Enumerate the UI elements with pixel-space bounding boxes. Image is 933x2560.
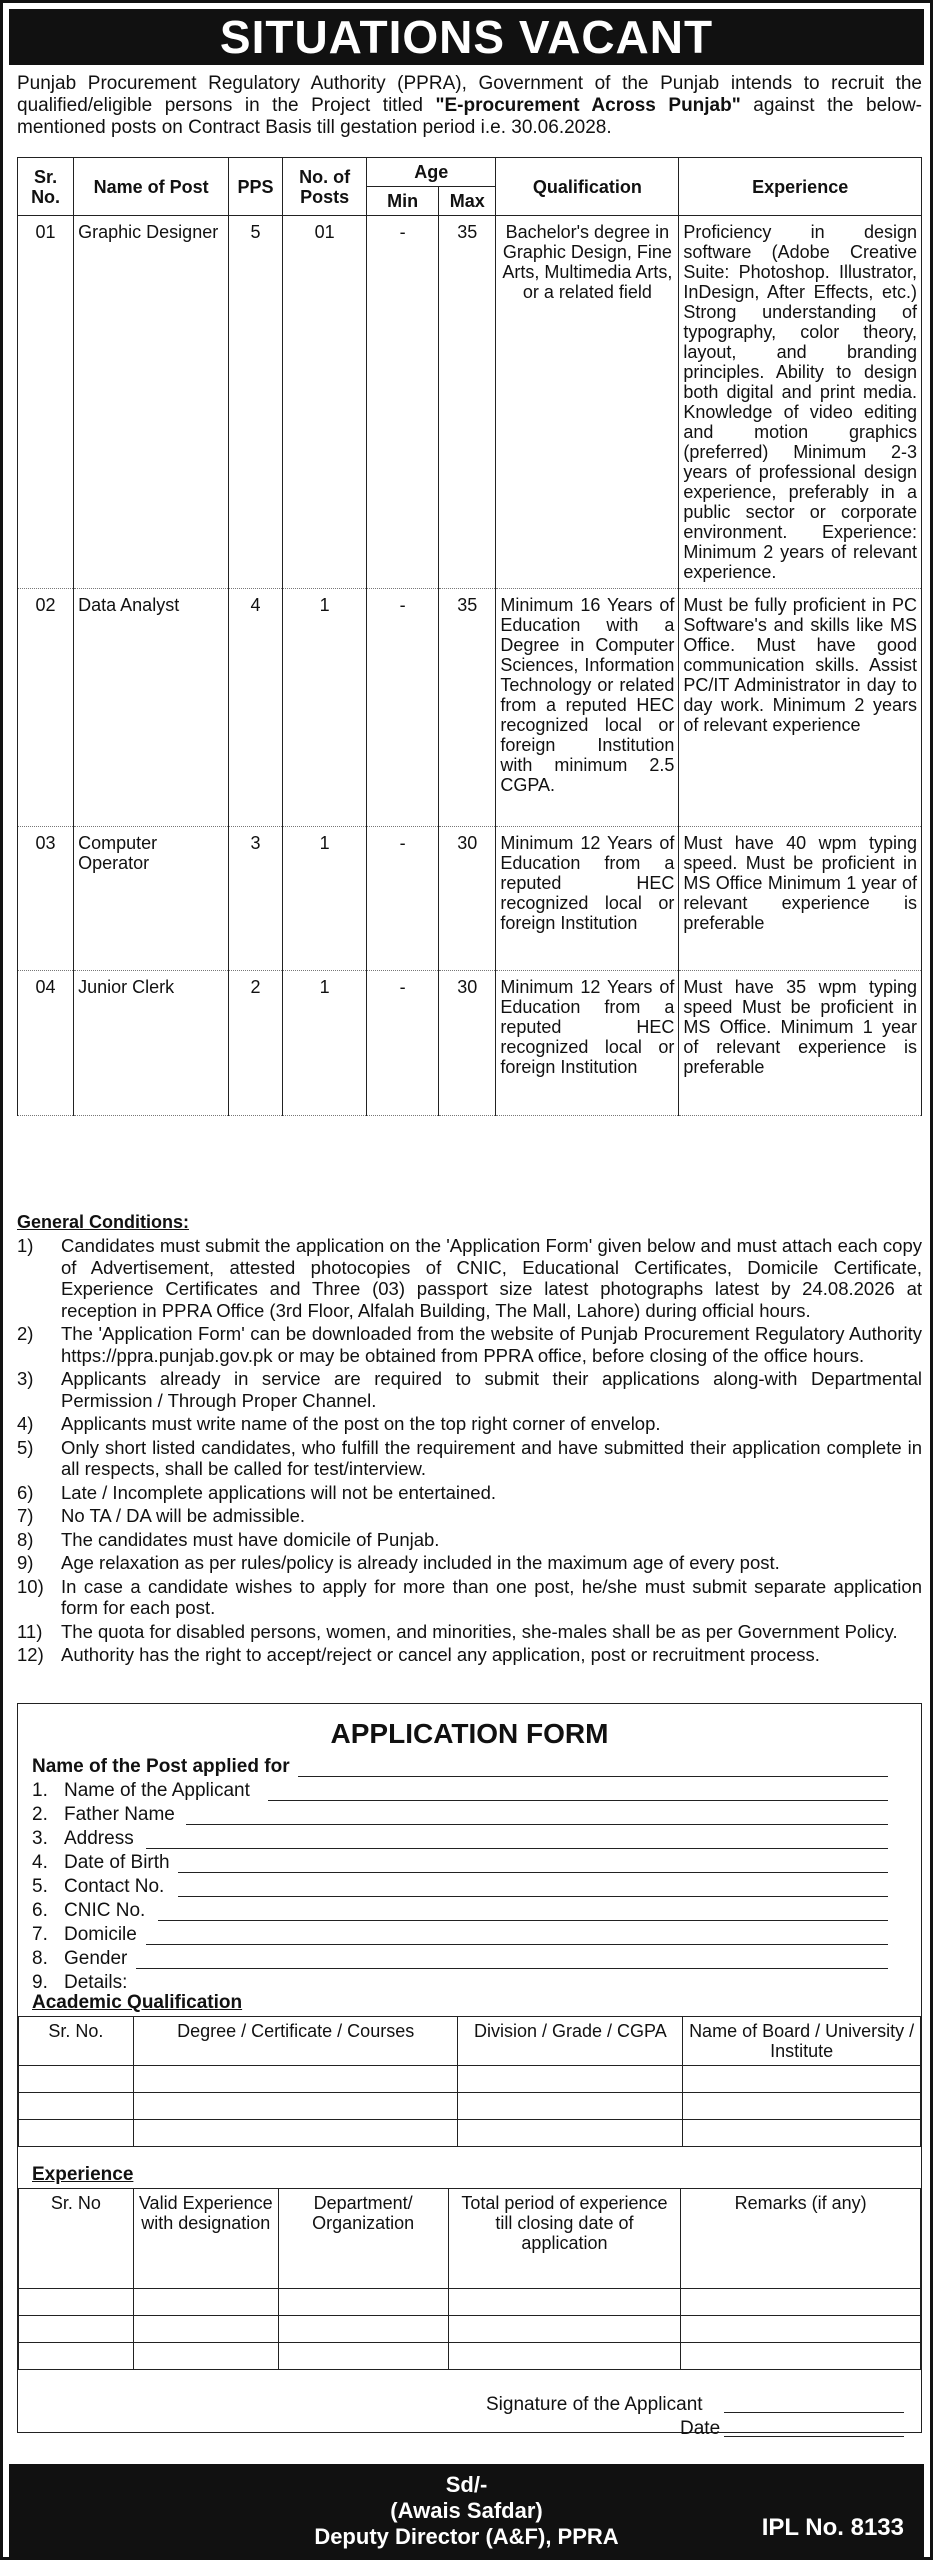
signatory-designation: Deputy Director (A&F), PPRA	[314, 2524, 619, 2549]
table-cell[interactable]	[458, 2066, 683, 2093]
field-label: Father Name	[64, 1804, 175, 1825]
table-row	[18, 971, 922, 1116]
field-number: 7.	[32, 1924, 48, 1945]
cell-post: Data Analyst	[74, 589, 229, 827]
condition-text: In case a candidate wishes to apply for more than one post, he/she must submit separate application form for each post.	[61, 1575, 922, 1618]
condition-item	[17, 1482, 922, 1504]
table-row	[18, 827, 922, 971]
table-cell[interactable]	[448, 2289, 681, 2316]
condition-text: The quota for disabled persons, women, and minorities, she-males shall be as per Government Policy.	[61, 1620, 898, 1642]
cell-pps: 5	[229, 216, 283, 589]
cell-sr: 03	[18, 827, 74, 971]
academic-header: Sr. No.	[19, 2017, 134, 2066]
field-number: 2.	[32, 1804, 48, 1825]
field-number: 5.	[32, 1876, 48, 1897]
condition-item	[17, 1621, 922, 1643]
condition-number: 2)	[17, 1323, 34, 1344]
table-cell[interactable]	[19, 2120, 134, 2147]
table-cell[interactable]	[458, 2120, 683, 2147]
condition-text: No TA / DA will be admissible.	[61, 1505, 306, 1526]
table-cell[interactable]	[19, 2289, 134, 2316]
condition-item	[17, 1235, 922, 1321]
post-applied-label: Name of the Post applied for	[32, 1756, 290, 1777]
cell-min: -	[367, 827, 439, 971]
condition-item	[17, 1576, 922, 1619]
experience-table	[18, 2188, 921, 2370]
table-row	[18, 589, 922, 827]
cell-pps: 4	[229, 589, 283, 827]
date-label: Date	[680, 2418, 721, 2439]
father-name-input[interactable]	[186, 1824, 888, 1825]
academic-header-row	[19, 2017, 921, 2066]
cell-qualification: Minimum 12 Years of Education from a reputed HEC recognized local or foreign Institution	[496, 971, 679, 1116]
cell-posts: 01	[283, 216, 367, 589]
table-cell[interactable]	[133, 2343, 278, 2370]
cell-max: 35	[439, 216, 496, 589]
cell-pps: 3	[229, 827, 283, 971]
field-row	[32, 1924, 137, 1946]
table-row	[19, 2093, 921, 2120]
experience-title: Experience	[32, 2164, 134, 2185]
gender-input[interactable]	[136, 1968, 888, 1969]
condition-number: 10)	[17, 1575, 44, 1597]
condition-item	[17, 1644, 922, 1666]
ipl-number: IPL No. 8133	[761, 2514, 904, 2541]
domicile-input[interactable]	[146, 1944, 888, 1945]
table-header-row	[18, 158, 922, 187]
signature-label: Signature of the Applicant	[486, 2394, 703, 2415]
condition-item	[17, 1529, 922, 1551]
condition-number: 7)	[17, 1505, 34, 1526]
condition-text: Age relaxation as per rules/policy is already included in the maximum age of every post.	[61, 1552, 780, 1573]
table-cell[interactable]	[19, 2093, 134, 2120]
table-row	[19, 2343, 921, 2370]
field-label: Gender	[64, 1948, 128, 1969]
table-cell[interactable]	[19, 2066, 134, 2093]
condition-item	[17, 1505, 922, 1527]
project-title: "E-procurement Across Punjab"	[435, 95, 741, 116]
table-cell[interactable]	[681, 2343, 921, 2370]
academic-header: Division / Grade / CGPA	[458, 2017, 683, 2066]
cell-sr: 02	[18, 589, 74, 827]
posts-table	[17, 157, 922, 1116]
header-max: Max	[439, 187, 496, 216]
condition-number: 8)	[17, 1528, 34, 1550]
table-cell[interactable]	[133, 2066, 458, 2093]
table-row	[18, 216, 922, 589]
field-row	[32, 1828, 134, 1850]
table-cell[interactable]	[448, 2316, 681, 2343]
date-of-birth-input[interactable]	[178, 1872, 888, 1873]
field-number: 1.	[32, 1780, 48, 1801]
cnic-input[interactable]	[158, 1920, 888, 1921]
condition-number: 4)	[17, 1413, 34, 1434]
experience-header: Remarks (if any)	[681, 2189, 921, 2289]
cell-pps: 2	[229, 971, 283, 1116]
field-number: 4.	[32, 1852, 48, 1873]
field-row	[32, 1972, 127, 1994]
field-row	[32, 1948, 127, 1970]
condition-text: Only short listed candidates, who fulfill the requirement and have submitted their application complete in all respects, shall be called for test/interview.	[61, 1436, 922, 1479]
table-row	[19, 2316, 921, 2343]
table-cell[interactable]	[683, 2093, 921, 2120]
field-number: 9.	[32, 1972, 48, 1993]
condition-number: 1)	[17, 1235, 34, 1256]
cell-posts: 1	[283, 971, 367, 1116]
cell-max: 30	[439, 827, 496, 971]
page-title: SITUATIONS VACANT	[9, 9, 924, 65]
signature-input[interactable]	[724, 2412, 904, 2413]
table-row	[19, 2066, 921, 2093]
condition-item	[17, 1552, 922, 1574]
table-cell[interactable]	[19, 2343, 134, 2370]
cell-experience: Must be fully proficient in PC Software's and skills like MS Office. Must have good communication skills. Assist PC/IT Administrator in day to day work. Minimum 2 years of relevant experience	[679, 589, 922, 827]
condition-text: Authority has the right to accept/reject or cancel any application, post or recruitment process.	[61, 1644, 820, 1665]
condition-text: Late / Incomplete applications will not be entertained.	[61, 1481, 497, 1503]
condition-item	[17, 1323, 922, 1366]
condition-item	[17, 1413, 922, 1435]
post-applied-input[interactable]	[298, 1776, 888, 1777]
cell-post: Computer Operator	[74, 827, 229, 971]
experience-header-row	[19, 2189, 921, 2289]
cell-post: Graphic Designer	[74, 216, 229, 589]
field-number: 8.	[32, 1948, 48, 1969]
field-label: CNIC No.	[64, 1900, 146, 1921]
cell-post: Junior Clerk	[74, 971, 229, 1116]
field-label: Name of the Applicant	[64, 1780, 250, 1801]
condition-number: 5)	[17, 1436, 34, 1458]
footer-banner	[9, 2464, 924, 2557]
intro-text-end: against the below-mentioned posts on Contract Basis till gestation period i.e. 30.06.2028.	[17, 95, 922, 138]
condition-number: 12)	[17, 1644, 44, 1665]
cell-min: -	[367, 971, 439, 1116]
table-cell[interactable]	[683, 2066, 921, 2093]
header-min: Min	[367, 187, 439, 216]
intro-paragraph	[17, 73, 922, 139]
field-label: Details:	[64, 1972, 128, 1993]
table-row	[19, 2289, 921, 2316]
form-title: APPLICATION FORM	[330, 1718, 609, 1749]
header-pps: PPS	[229, 158, 283, 216]
condition-number: 3)	[17, 1368, 34, 1389]
header-post: Name of Post	[74, 158, 229, 216]
header-posts: No. of Posts	[283, 158, 367, 216]
table-cell[interactable]	[681, 2316, 921, 2343]
cell-experience: Must have 35 wpm typing speed Must be proficient in MS Office. Minimum 1 year of relevant experience is preferable	[679, 971, 922, 1116]
table-cell[interactable]	[133, 2093, 458, 2120]
cell-sr: 04	[18, 971, 74, 1116]
cell-sr: 01	[18, 216, 74, 589]
table-cell[interactable]	[278, 2316, 448, 2343]
header-age: Age	[367, 158, 496, 187]
field-row	[32, 1804, 175, 1826]
table-cell[interactable]	[681, 2289, 921, 2316]
cell-min: -	[367, 216, 439, 589]
condition-text: Candidates must submit the application on the 'Application Form' given below and must attach each copy of Advertisement, attested photocopies of CNIC, Educational Certificates, Domicile Certificate, Experience Certificates and Three (03) passport size latest photographs latest by 24.08.2026 at reception in PPRA Office (3rd Floor, Alfalah Building, The Mall, Lahore) during official hours.	[61, 1235, 922, 1321]
general-conditions-title: General Conditions:	[17, 1212, 190, 1232]
field-row	[32, 1780, 250, 1802]
experience-header: Valid Experience with designation	[133, 2189, 278, 2289]
table-cell[interactable]	[133, 2289, 278, 2316]
field-row	[32, 1876, 164, 1898]
experience-header: Total period of experience till closing date of application	[448, 2189, 681, 2289]
condition-text: The 'Application Form' can be downloaded from the website of Punjab Procurement Regulatory Authority https://ppra.punjab.gov.pk or may be obtained from PPRA office, before closing of the office hours.	[61, 1323, 922, 1366]
condition-number: 11)	[17, 1620, 43, 1642]
intro-text: Punjab Procurement Regulatory Authority (PPRA), Government of the Punjab intends to recruit the qualified/eligible persons in the Project titled	[17, 73, 922, 116]
experience-header: Department/ Organization	[278, 2189, 448, 2289]
signed-mark: Sd/-	[445, 2472, 488, 2497]
cell-experience: Proficiency in design software (Adobe Creative Suite: Photoshop. Illustrator, InDesign, After Effects, etc.) Strong understanding of typography, color theory, layout, and branding principles. Ability to design both digital and print media. Knowledge of video editing and motion graphics (preferred) Minimum 2-3 years of professional design experience, preferably in a public sector or corporate environment. Experience: Minimum 2 years of relevant experience.	[679, 216, 922, 589]
application-form	[17, 1703, 922, 2439]
cell-max: 35	[439, 589, 496, 827]
condition-text: The candidates must have domicile of Punjab.	[61, 1528, 440, 1550]
table-cell[interactable]	[683, 2120, 921, 2147]
cell-qualification: Minimum 12 Years of Education from a reputed HEC recognized local or foreign Institution	[496, 827, 679, 971]
field-label: Date of Birth	[64, 1852, 170, 1873]
condition-text: Applicants must write name of the post on the top right corner of envelop.	[61, 1413, 661, 1434]
cell-posts: 1	[283, 589, 367, 827]
table-cell[interactable]	[133, 2316, 278, 2343]
academic-table	[18, 2016, 921, 2147]
table-cell[interactable]	[19, 2316, 134, 2343]
table-cell[interactable]	[133, 2120, 458, 2147]
field-label: Domicile	[64, 1924, 137, 1945]
table-row	[19, 2120, 921, 2147]
table-cell[interactable]	[458, 2093, 683, 2120]
header-sr: Sr. No.	[18, 158, 74, 216]
header-experience: Experience	[679, 158, 922, 216]
academic-header: Degree / Certificate / Courses	[133, 2017, 458, 2066]
cell-max: 30	[439, 971, 496, 1116]
field-number: 3.	[32, 1828, 48, 1849]
field-label: Contact No.	[64, 1876, 165, 1897]
cell-qualification: Bachelor's degree in Graphic Design, Fine Arts, Multimedia Arts, or a related field	[496, 216, 679, 589]
cell-posts: 1	[283, 827, 367, 971]
condition-text: Applicants already in service are required to submit their applications along-with Departmental Permission / Through Proper Channel.	[61, 1368, 922, 1411]
date-input[interactable]	[724, 2436, 904, 2437]
academic-header: Name of Board / University / Institute	[683, 2017, 921, 2066]
condition-number: 6)	[17, 1481, 34, 1503]
field-row	[32, 1852, 170, 1874]
contact-number-input[interactable]	[178, 1896, 888, 1897]
condition-item	[17, 1368, 922, 1411]
field-label: Address	[64, 1828, 134, 1849]
general-conditions-list	[17, 1235, 922, 1668]
field-number: 6.	[32, 1900, 48, 1921]
signatory-name: (Awais Safdar)	[390, 2498, 543, 2523]
cell-experience: Must have 40 wpm typing speed. Must be proficient in MS Office Minimum 1 year of relevant experience is preferable	[679, 827, 922, 971]
applicant-name-input[interactable]	[268, 1800, 888, 1801]
header-qualification: Qualification	[496, 158, 679, 216]
table-cell[interactable]	[278, 2343, 448, 2370]
field-row	[32, 1900, 145, 1922]
address-input[interactable]	[146, 1848, 888, 1849]
experience-header: Sr. No	[19, 2189, 134, 2289]
cell-qualification: Minimum 16 Years of Education with a Degree in Computer Sciences, Information Technology or related from a reputed HEC recognized local or foreign Institution with minimum 2.5 CGPA.	[496, 589, 679, 827]
table-cell[interactable]	[278, 2289, 448, 2316]
condition-item	[17, 1437, 922, 1480]
cell-min: -	[367, 589, 439, 827]
condition-number: 9)	[17, 1552, 34, 1573]
table-cell[interactable]	[448, 2343, 681, 2370]
academic-qualification-title: Academic Qualification	[32, 1992, 243, 2013]
